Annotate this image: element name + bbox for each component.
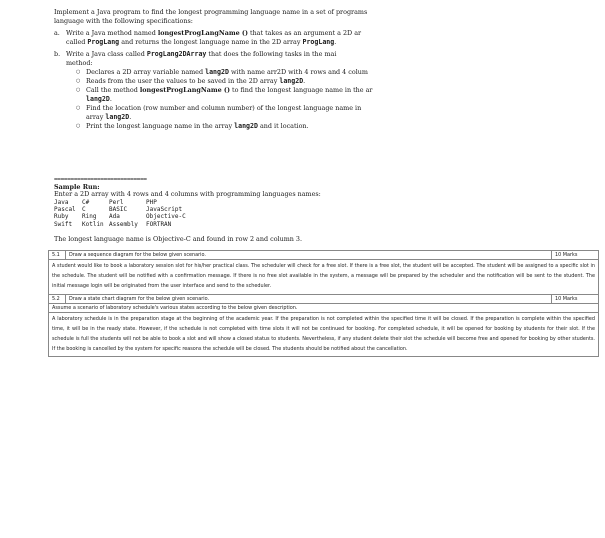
intro-line: Implement a Java program to find the longest programming language name in a set of programs <box>54 8 368 16</box>
bullet-icon: ○ <box>76 105 81 111</box>
code-text: lang2D <box>86 95 110 103</box>
grid-cell: Perl <box>109 198 124 206</box>
sample-run <box>54 176 321 243</box>
method-name: longestProgLangName () <box>157 29 248 37</box>
list-item <box>66 68 605 77</box>
item-text: and it location. <box>257 122 309 130</box>
item-text: method: <box>66 59 93 67</box>
item-text: Call the method <box>86 86 140 94</box>
item-text: with name arr2D with 4 rows and 4 colum <box>228 68 368 76</box>
grid-cell: C# <box>82 198 90 206</box>
item-text: to find the longest language name in the ar <box>229 86 373 94</box>
table-row <box>49 260 599 295</box>
list-item <box>66 86 605 104</box>
item-text: . <box>303 77 306 85</box>
table-row <box>49 294 599 303</box>
code-text: lang2D <box>279 77 304 85</box>
item-text: array <box>86 113 106 121</box>
item-text: . <box>334 38 337 46</box>
separator-line: ============================ <box>54 176 147 183</box>
item-marker: a. <box>54 29 60 37</box>
grid-cell: Pascal <box>54 205 76 213</box>
question-marks: 10 Marks <box>552 251 599 260</box>
item-text: that takes as an argument a 2D ar <box>247 29 362 37</box>
item-text: . <box>109 95 112 103</box>
grid-cell: Ruby <box>54 213 69 221</box>
grid-cell: Ring <box>82 213 97 221</box>
item-text: Find the location (row number and column number) of the longest language name in <box>86 104 362 112</box>
item-text: called <box>66 38 88 46</box>
question-marks: 10 Marks <box>552 294 599 303</box>
bullet-icon: ○ <box>76 78 81 84</box>
code-text: lang2D <box>205 68 229 76</box>
table-row <box>49 251 599 260</box>
language-grid <box>54 199 321 236</box>
question-body: A student would like to book a laboratory session slot for his/her practical class. The scheduler will check for a free slot. If there is a free slot, the student will be accepted. The student will be assigned to a specific slot in the schedule. The student will be notified with a confirmation message. If there is no free slot available in the system, a message will be prepared by the scheduler and the notification will be sent to the student. The initial message login will be originated from the user interface and send to the scheduler. <box>49 260 599 295</box>
item-text: Reads from the user the values to be saved in the 2D array <box>86 77 280 85</box>
bullet-icon: ○ <box>76 69 81 75</box>
grid-cell: Assembly <box>109 220 138 228</box>
sample-run-prompt: Enter a 2D array with 4 rows and 4 columns with programming languages names: <box>54 190 321 198</box>
grid-cell: Kotlin <box>82 220 104 228</box>
code-text: ProgLang <box>302 38 335 46</box>
item-text: Print the longest language name in the array <box>86 122 235 130</box>
bullet-icon: ○ <box>76 87 81 93</box>
item-text: Write a Java class called <box>66 50 147 58</box>
sample-run-result: The longest language name is Objective-C and found in row 2 and column 3. <box>54 234 302 243</box>
grid-cell: Swift <box>54 220 73 228</box>
item-text: that does the following tasks in the mai <box>206 50 337 58</box>
list-item <box>66 122 605 131</box>
questions-table <box>48 250 599 357</box>
question-number: 5.1 <box>49 251 66 260</box>
grid-cell: Ada <box>109 213 120 221</box>
question-number: 5.2 <box>49 294 66 303</box>
grid-cell: PHP <box>146 198 157 206</box>
grid-cell: Objective-C <box>146 213 186 221</box>
class-name: ProgLang2DArray <box>146 50 207 58</box>
list-item <box>66 77 605 86</box>
item-text: Write a Java method named <box>66 29 158 37</box>
code-text: lang2D <box>234 122 258 130</box>
code-text: ProgLang <box>87 38 120 46</box>
table-row <box>49 303 599 312</box>
list-item <box>66 104 605 122</box>
table-row <box>49 312 599 357</box>
grid-cell: FORTRAN <box>146 220 172 228</box>
item-a <box>54 29 605 47</box>
grid-cell: C <box>82 205 86 213</box>
question-subtitle: Assume a scenario of laboratory schedule's various states according to the below given description. <box>49 303 599 312</box>
sample-run-title: Sample Run: <box>54 182 100 191</box>
code-text: lang2D <box>105 113 130 121</box>
method-name: longestProgLangName () <box>139 86 230 94</box>
question-title: Draw a state chart diagram for the below given scenario. <box>66 294 552 303</box>
intro-line: language with the following specifications: <box>54 17 193 25</box>
grid-cell: Java <box>54 198 69 206</box>
task-list <box>66 68 605 131</box>
item-text: Declares a 2D array variable named <box>86 68 206 76</box>
question-title: Draw a sequence diagram for the below given scenario. <box>66 251 552 260</box>
assignment-text <box>54 8 605 131</box>
item-b <box>54 50 605 131</box>
grid-cell: BASIC <box>109 205 128 213</box>
question-body: A laboratory schedule is in the preparation stage at the beginning of the academic year. If the preparation is not completed within the specified time it will be closed. If the preparation is complete within the specified time, it will be in the ready state. However, if the schedule is not completed with time slots it will not be continued for booking. For completed schedule, it will be opened for booking by students for their slot. If the schedule is full the students will not be able to book a slot and will show a closed status to students. Nevertheless, if any student delete their slot the schedule will become free and opened for booking by other students. If the booking is cancelled by the system for specific reasons the schedule will be closed. The students should be notified about the cancellation. <box>49 312 599 357</box>
item-marker: b. <box>54 50 61 58</box>
item-text: . <box>129 113 132 121</box>
grid-cell: JavaScript <box>146 205 183 213</box>
bullet-icon: ○ <box>76 123 81 129</box>
item-text: and returns the longest language name in the 2D array <box>119 38 303 46</box>
